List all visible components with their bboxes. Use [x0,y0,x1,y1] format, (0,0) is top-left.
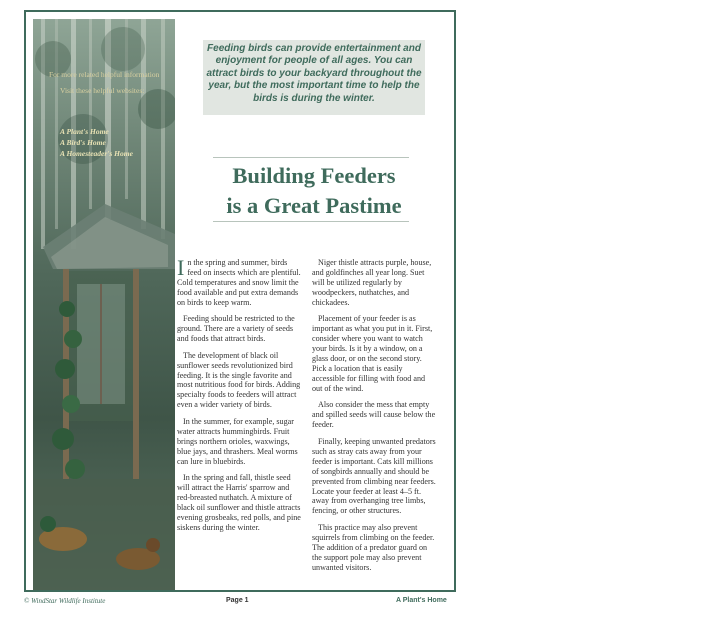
footer-page-number: Page 1 [226,597,249,604]
title-line-1: Building Feeders [232,163,396,188]
paragraph: Niger thistle attracts purple, house, and goldfinches all year long. Suet will be utilized regularly by woodpeckers, nuthatches, and chickadees. [312,258,432,307]
paragraph: Also consider the mess that empty and spilled seeds will cause below the feeder. [312,400,436,430]
paragraph: The development of black oil sunflower seeds revolutionized bird feeding. It is the single favorite and most nutritious food for birds. Adding specialty foods to feeders will attract even a wider variety of birds. [177,350,301,410]
callout-text: Feeding birds can provide entertainment and enjoyment for people of all ages. You can attract birds to your backyard throughout the year, but the most important time to help the birds is during the winter. [206,43,422,104]
paragraph: In the spring and fall, thistle seed will attract the Harris' sparrow and red-breasted nuthatch. A mixture of black oil sunflower and thistle attracts evening grosbeaks, red polls, and pine siskens during the winter. [177,473,301,532]
footer-publication: A Plant's Home [396,597,447,604]
paragraph: Placement of your feeder is as important as what you put in it. First, consider where you want to watch your birds. Is it by a window, on a glass door, or on the second story. Pick a location that is easily accessible for filling with food and out of the wind. [312,314,433,393]
title-line-2: is a Great Pastime [226,193,402,218]
footer-copyright: © WindStar Wildlife Institute [24,597,106,605]
article-column-1 [177,255,302,539]
drop-cap: I [177,255,185,280]
article-title [203,161,425,221]
title-rule-bottom [213,221,409,222]
forest-gazebo-photo [33,19,175,590]
article-column-2 [312,258,437,579]
paragraph: Feeding should be restricted to the ground. There are a variety of seeds and foods that attract birds. [177,314,295,344]
title-rule-top [213,157,409,158]
intro-callout-box [203,40,425,115]
visit-websites-text: Visit these helpful websites: [60,86,145,95]
paragraph: In the spring and summer, birds feed on insects which are plentiful. Cold temperatures and snow limit the food available and put extra demands on birds to keep warm. [177,255,301,307]
link-birds-home[interactable]: A Bird's Home [60,138,106,147]
link-homesteaders-home[interactable]: A Homesteader's Home [60,149,133,158]
paragraph: This practice may also prevent squirrels from climbing on the feeder. The addition of a predator guard on the support pole may also prevent unwanted visitors. [312,522,435,572]
link-plants-home[interactable]: A Plant's Home [60,127,109,136]
paragraph: In the summer, for example, sugar water attracts hummingbirds. Fruit brings northern orioles, waxwings, blue jays, and thrashers. Meal worms can lure in bluebirds. [177,416,298,466]
more-info-text: For more related helpful information [49,70,160,79]
paragraph: Finally, keeping unwanted predators such as stray cats away from your feeder is important. Cats kill millions of songbirds annually and should be prevented from climbing near feeders. Locate your feeder at least 4–5 ft. away from overhanging tree limbs, fencing, or other structures. [312,436,436,516]
photo-illustration [33,19,175,590]
